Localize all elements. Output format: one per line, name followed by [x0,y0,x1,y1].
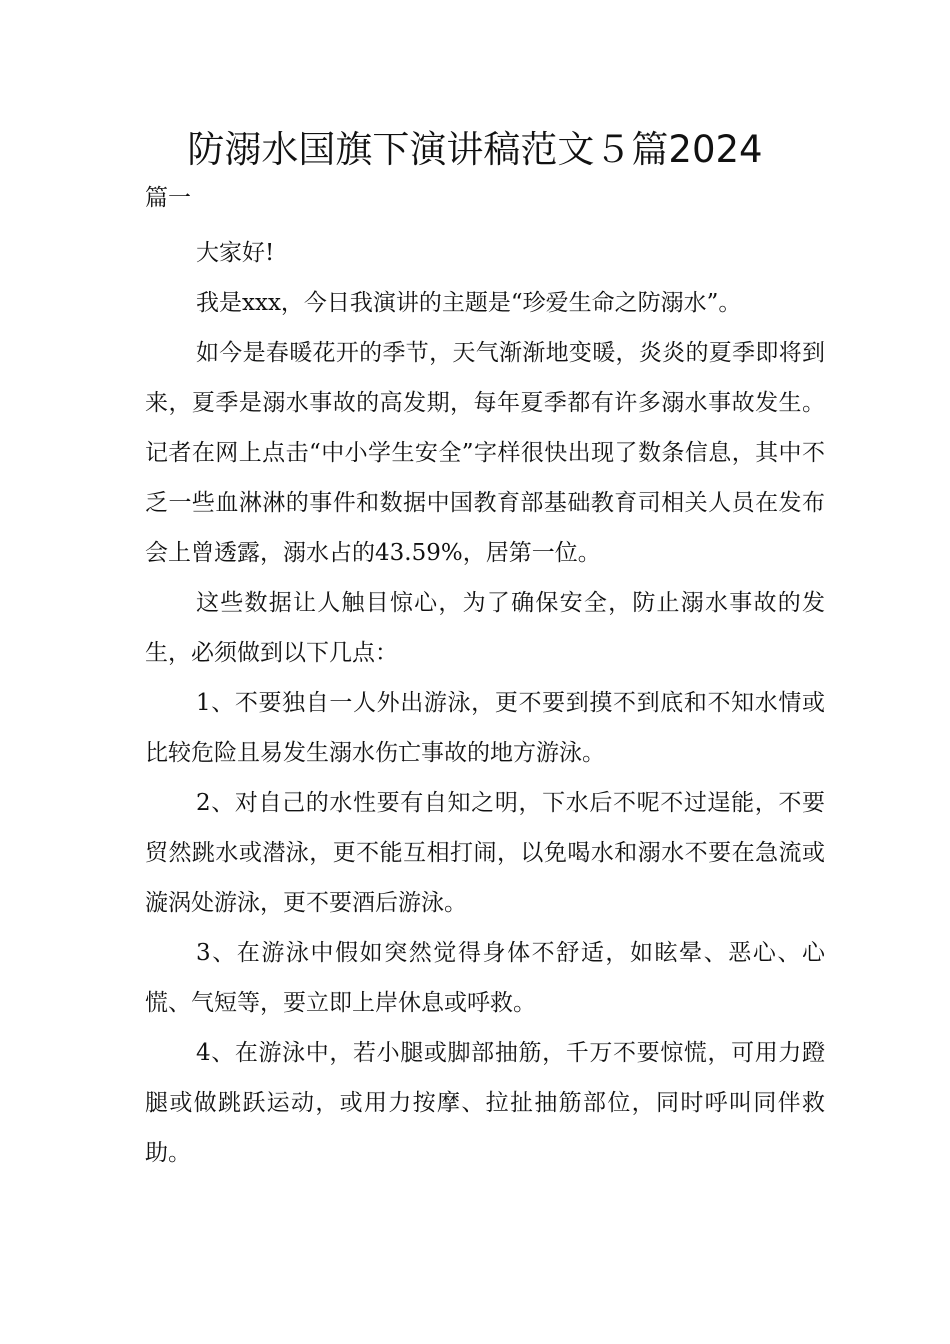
document-body [145,228,825,1178]
intro-paragraph: 我是xxx，今日我演讲的主题是“珍爱生命之防溺水”。 [196,290,742,316]
rule-item-3: 3、在游泳中假如突然觉得身体不舒适，如眩晕、恶心、心慌、气短等，要立即上岸休息或呼救。 [145,940,825,1016]
body-paragraph: 这些数据让人触目惊心，为了确保安全，防止溺水事故的发生，必须做到以下几点： [145,590,825,666]
document-title: 防溺水国旗下演讲稿范文５篇2024 [187,128,763,171]
body-paragraph: 如今是春暖花开的季节，天气渐渐地变暖，炎炎的夏季即将到来，夏季是溺水事故的高发期，每年夏季都有许多溺水事故发生。记者在网上点击“中小学生安全”字样很快出现了数条信息，其中不乏一些血淋淋的事件和数据中国教育部基础教育司相关人员在发布会上曾透露，溺水占的43.59%，居第一位。 [145,340,825,566]
rule-item-2: 2、对自己的水性要有自知之明，下水后不呢不过逞能，不要贸然跳水或潜泳，更不能互相打闹，以免喝水和溺水不要在急流或漩涡处游泳，更不要酒后游泳。 [145,790,825,916]
rule-item-1: 1、不要独自一人外出游泳，更不要到摸不到底和不知水情或比较危险且易发生溺水伤亡事故的地方游泳。 [145,690,825,766]
rule-item-4: 4、在游泳中，若小腿或脚部抽筋，千万不要惊慌，可用力蹬腿或做跳跃运动，或用力按摩、拉扯抽筋部位，同时呼叫同伴救助。 [145,1040,825,1166]
greeting-paragraph: 大家好! [196,240,275,266]
section-label: 篇一 [145,185,191,211]
